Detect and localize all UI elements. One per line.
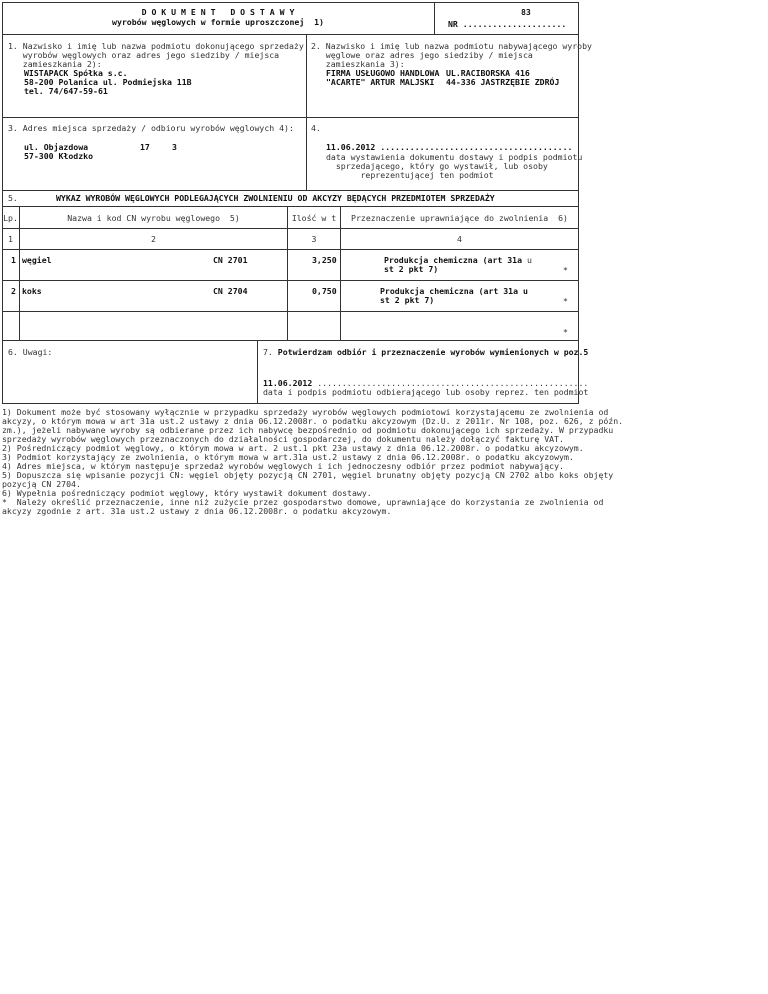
- col-lp-divider: [19, 206, 20, 340]
- row-cn-code: CN 2704: [213, 286, 248, 296]
- col-number-3: 3: [311, 234, 317, 244]
- receipt-date-dots: .......................................................: [312, 378, 589, 388]
- footnote-6: 6) Wypełnia pośredniczący podmiot węglowy, który wystawił dokument dostawy.: [2, 488, 372, 498]
- row-purpose-line2: st 2 pkt 7): [384, 264, 439, 274]
- row1-bottom-line: [2, 117, 579, 118]
- row-2-bottom-line: [2, 311, 579, 312]
- footnote-2: 2) Pośredniczący podmiot węglowy, o którym mowa w art. 2 ust.1 pkt 23a ustawy z dnia 06.12.2008r. o podatku akcyzowym.: [2, 443, 584, 453]
- buyer-name-value: FIRMA USŁUGOWO HANDLOWA "ACARTE" ARTUR MALJSKI: [326, 68, 440, 87]
- row-star: *: [563, 265, 568, 275]
- footnotes: [2, 408, 766, 516]
- row-3-bottom-line: [2, 340, 579, 341]
- footnote-3: 3) Podmiot korzystający ze zwolnienia, o którym mowa w art.31a ust.2 ustawy z dnia 06.12.2008r. o podatku akcyzowym.: [2, 452, 574, 462]
- row-purpose-bold: Produkcja chemiczna (art 31a: [384, 255, 523, 265]
- sections-divider: [306, 34, 307, 190]
- confirmation-number: 7.: [263, 347, 278, 357]
- seller-value: WISTAPACK Spółka s.c. 58-200 Polanica ul. Podmiejska 11B tel. 74/647-59-61: [24, 68, 192, 96]
- row-lp: 2: [11, 286, 16, 296]
- row-1-bottom-line: [2, 280, 579, 281]
- footnote-4: 4) Adres miejsca, w którym następuje sprzedaż wyrobów węglowych i ich jednoczesny odbiór przez podmiot nabywający.: [2, 461, 564, 471]
- border-bottom: [2, 403, 579, 404]
- document-subtitle: wyrobów węglowych w formie uproszczonej 1): [112, 17, 324, 27]
- col-number-1: 1: [8, 234, 13, 244]
- col-header-lp: Lp.: [3, 213, 18, 223]
- issue-date-caption: data wystawienia dokumentu dostawy i podpis podmiotu sprzedającego, który go wystawił, lub osoby reprezentującej ten podmiot: [326, 152, 583, 180]
- col-qty-divider: [340, 206, 341, 340]
- row-quantity: 3,250: [312, 255, 337, 265]
- confirmation-statement: [263, 348, 588, 357]
- row-product-name: węgiel: [22, 255, 52, 265]
- confirmation-text: Potwierdzam odbiór i przeznaczenie wyrobów wymienionych w poz.5: [277, 347, 589, 357]
- col-header-bottom-line: [2, 228, 579, 229]
- buyer-address-value: UL.RACIBORSKA 416 44-336 JASTRZĘBIE ZDRÓJ: [446, 68, 560, 87]
- row-star: *: [563, 327, 568, 337]
- remarks-label: 6. Uwagi:: [8, 347, 53, 357]
- header-divider: [434, 2, 435, 34]
- sale-address-street: ul. Objazdowa: [24, 142, 89, 152]
- row-purpose-bold: Produkcja chemiczna (art 31a u: [380, 286, 528, 296]
- header-bottom-line: [2, 34, 579, 35]
- row-quantity: 0,750: [312, 286, 337, 296]
- remarks-divider: [257, 340, 258, 403]
- footnote-1: 1) Dokument może być stosowany wyłącznie w przypadku sprzedaży wyrobów węglowych podmiotowi korzystającemu ze zwolnienia od akcyzy, o którym mowa w art 31a ust.2 ustawy z dnia 06.12.2008r. o podatku akcyzowym (Dz.U. z 2011r. Nr 108, poz. 626, z późn. zm.), jeżeli nabywane wyroby są odbierane przez ich nabywcę bezpośrednio od podmiotu dokonującego ich sprzedaży. W przypadku sprzedaży wyrobów węglowych przeznaczonych do działalności gospodarczej, do dokumentu należy dołączyć fakturę VAT.: [2, 407, 624, 444]
- sale-address-num2: 3: [172, 142, 177, 152]
- receipt-date: 11.06.2012: [263, 378, 313, 388]
- col-name-divider: [287, 206, 288, 340]
- border-top: [2, 2, 579, 3]
- col-header-name: Nazwa i kod CN wyrobu węglowego 5): [67, 213, 240, 223]
- row-cn-code: CN 2701: [213, 255, 248, 265]
- list-section-title: WYKAZ WYROBÓW WĘGLOWYCH PODLEGAJĄCYCH ZWOLNIENIU OD AKCYZY BĘDĄCYCH PRZEDMIOTEM SPRZEDAŻY: [56, 193, 495, 203]
- sale-address-num1: 17: [140, 142, 150, 152]
- sale-address-city: 57-300 Kłodzko: [24, 151, 94, 161]
- issue-date-section-label: 4.: [311, 123, 321, 133]
- footnote-star: * Należy określić przeznaczenie, inne niż zużycie przez gospodarstwo domowe, uprawniające do korzystania ze zwolnienia od akcyzy zgodnie z art. 31a ust.2 ustawy z dnia 06.12.2008r. o podatku akcyzowym.: [2, 497, 604, 516]
- col-number-bottom-line: [2, 249, 579, 250]
- document-title: D O K U M E N T D O S T A W Y: [141, 7, 295, 17]
- sec5-title-bottom-line: [2, 206, 579, 207]
- col-header-purpose: Przeznaczenie uprawniające do zwolnienia 6): [351, 213, 568, 223]
- receipt-caption: data i podpis podmiotu odbierającego lub osoby reprez. ten podmiot: [263, 387, 589, 397]
- footnote-5: 5) Dopuszcza się wpisanie pozycji CN: węgiel objęty pozycją CN 2701, węgiel brunatny objęty pozycją CN 2702 albo koks objęty pozycją CN 2704.: [2, 470, 614, 489]
- issue-date-line: 11.06.2012 .......................................: [326, 142, 573, 152]
- document-number: 83: [521, 7, 531, 17]
- row-purpose-tail: u: [522, 255, 532, 265]
- buyer-label: 2. Nazwisko i imię lub nazwa podmiotu nabywającego wyroby węglowe oraz adres jego siedziby / miejsca zamieszkania 3):: [311, 41, 592, 69]
- row-lp: 1: [11, 255, 16, 265]
- border-left: [2, 2, 3, 404]
- row-purpose-line2: st 2 pkt 7): [380, 295, 435, 305]
- seller-label: 1. Nazwisko i imię lub nazwa podmiotu dokonującego sprzedaży wyrobów węglowych oraz adres jego siedziby / miejsca zamieszkania 2):: [8, 41, 304, 69]
- col-number-4: 4: [457, 234, 462, 244]
- col-number-2: 2: [151, 234, 156, 244]
- col-header-qty: Ilość w t: [291, 213, 337, 223]
- row-product-name: koks: [22, 286, 42, 296]
- row2-bottom-line: [2, 190, 579, 191]
- list-section-number: 5.: [8, 193, 18, 203]
- nr-label: NR .....................: [448, 19, 567, 29]
- sale-address-label: 3. Adres miejsca sprzedaży / odbioru wyrobów węglowych 4):: [8, 123, 294, 133]
- row-star: *: [563, 296, 568, 306]
